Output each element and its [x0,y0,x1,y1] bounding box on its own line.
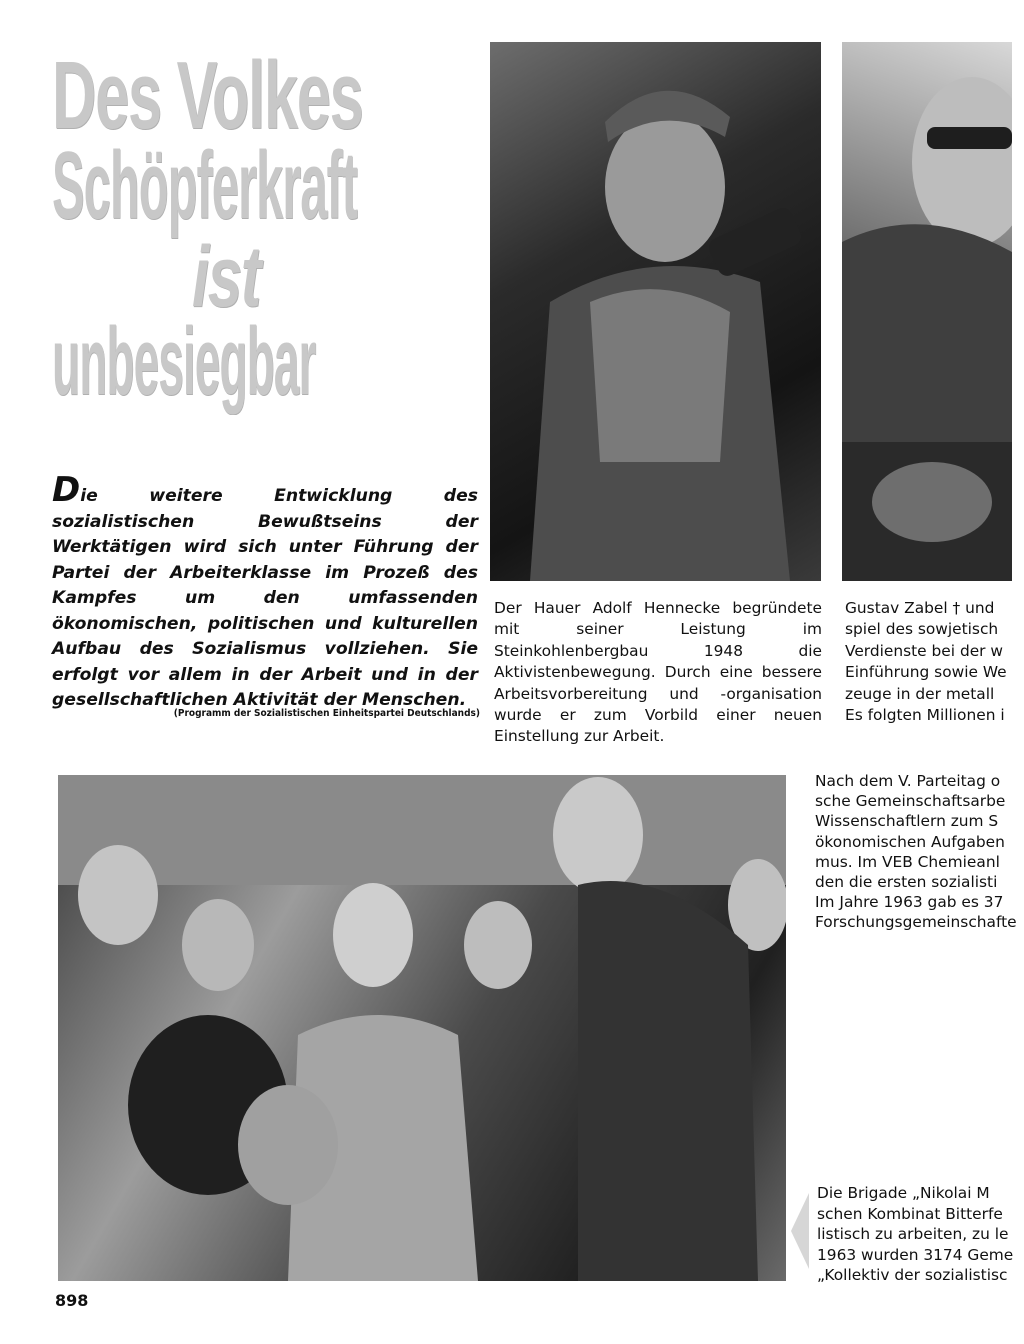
caption-zabel-line: Es folgten Millionen i [845,706,1005,725]
caption-zabel [845,598,1024,726]
caption-brigade-line: listisch zu arbeiten, zu le [817,1225,1009,1244]
headline-line-2: Schöpferkraft [52,132,358,239]
photo-gustav-zabel [842,42,1012,581]
caption-brigade-line: „Kollektiv der sozialistisc [817,1266,1008,1285]
caption-zabel-line: Gustav Zabel † und [845,599,995,617]
caption-parteitag-line: Nach dem V. Parteitag o [815,772,1001,790]
headline-line-1: Des Volkes [52,42,363,149]
caption-parteitag-line: sche Gemeinschaftsarbe [815,792,1006,811]
headline-line-3: ist [192,229,260,325]
caption-parteitag-line: mus. Im VEB Chemieanl [815,852,1000,871]
caption-brigade-line: Die Brigade „Nikolai M [817,1184,990,1202]
photo-miner-hennecke [490,42,821,581]
caption-brigade-line: 1963 wurden 3174 Geme [817,1245,1014,1264]
caption-brigade [817,1183,1024,1286]
quote-source: (Programm der Sozialistischen Einheitspartei Deutschlands) [173,708,480,719]
caption-zabel-line: Einführung sowie We [845,663,1007,682]
caption-brigade-line: schen Kombinat Bitterfe [817,1204,1003,1223]
headline-line-4: unbesiegbar [52,308,316,415]
caption-parteitag [815,771,1024,933]
caption-zabel-line: zeuge in der metall [845,684,995,703]
caption-parteitag-line: Wissenschaftlern zum S [815,812,999,831]
headline [52,42,482,415]
caption-zabel-line: Verdienste bei der w [845,641,1003,660]
caption-parteitag-line: Forschungsgemeinschafte [815,913,1017,932]
photo-brigade-workers [58,775,786,1281]
caption-pointer-arrow [791,1193,809,1269]
caption-parteitag-line: ökonomischen Aufgaben [815,832,1005,851]
caption-parteitag-line: Im Jahre 1963 gab es 37 [815,893,1004,912]
caption-zabel-line: spiel des sowjetisch [845,620,999,639]
quote-dropcap: D [52,470,81,510]
caption-parteitag-line: den die ersten sozialisti [815,873,998,892]
quote-text: ie weitere Entwicklung des sozialistischen Bewußtseins der Werktätigen wird sich unter Führung der Partei der Arbeiterklasse im Prozeß des Kampfes um den umfassenden ökonomischen, politischen und kulturellen Aufbau des Sozialismus vollziehen. Sie erfolgt vor allem in der Arbeit und in der gesellschaftlichen Aktivität der Menschen. [52,486,478,710]
page-number: 898 [55,1291,89,1310]
caption-hennecke: Der Hauer Adolf Hennecke begründete mit seiner Leistung im Steinkohlenbergbau 1948 die Aktivistenbewegung. Durch eine bessere Arbeitsvorbereitung und -organisation wurde er zum Vorbild einer neuen Einstellung zur Arbeit. [494,599,822,746]
party-program-quote [52,470,478,714]
